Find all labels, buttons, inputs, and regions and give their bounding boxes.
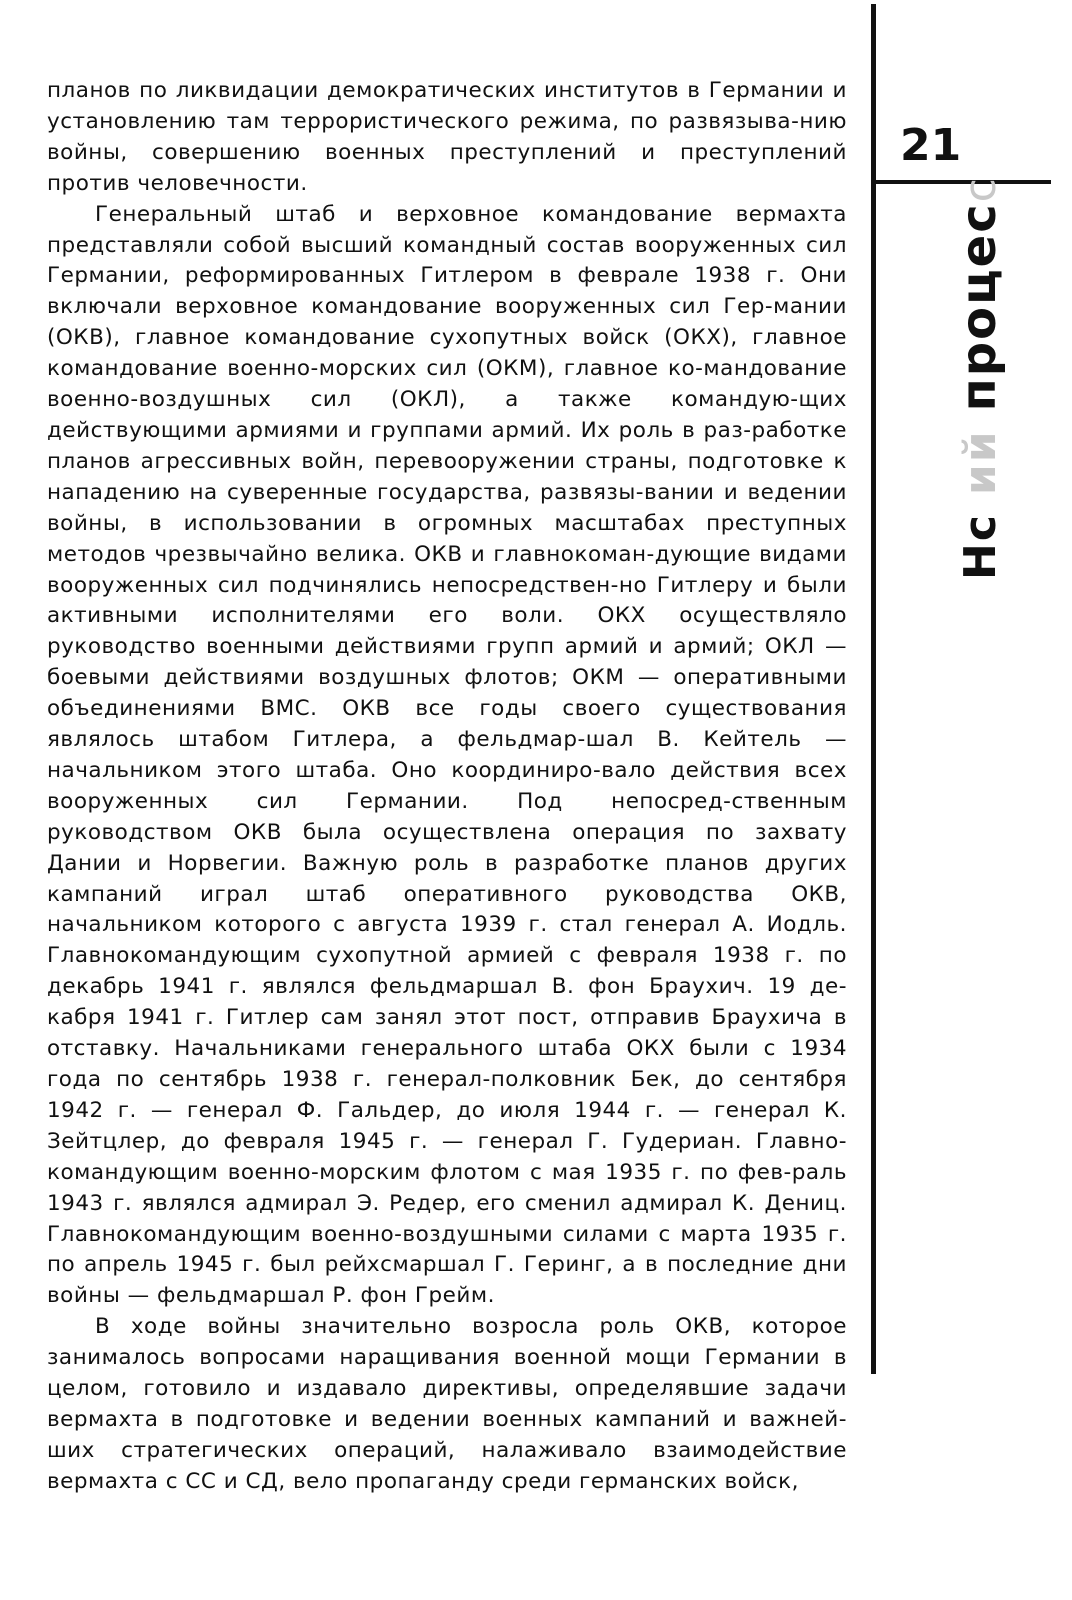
paragraph-2: Генеральный штаб и верховное командование вермахта представляли собой высший командный состав вооруженных сил Германии, реформированных Гитлером в феврале 1938 г. Они включали верховное командование вооруженных сил Гер-мании (ОКВ), главное командование сухопутных войск (ОКХ), главное командование военно-морских сил (ОКМ), главное ко-мандование военно-воздушных сил (ОКЛ), а также командую-щих действующими армиями и группами армий. Их роль в раз-работке планов агрессивных войн, перевооружении страны, подготовке к нападению на суверенные государства, развязы-вании и ведении войны, в использовании в огромных масштабах преступных методов чрезвычайно велика. ОКВ и главнокоман-дующие видами вооруженных сил подчинялись непосредствен-но Гитлеру и были активными исполнителями его воли. ОКХ осуществляло руководство военными действиями групп армий и армий; ОКЛ — боевыми действиями воздушных флотов; ОКМ — оперативными объединениями ВМС. ОКВ все годы своего существования являлось штабом Гитлера, а фельдмар-шал В. Кейтель — начальником этого штаба. Оно координиро-вало действия всех вооруженных сил Германии. Под непосред-ственным руководством ОКВ была осуществлена операция по захвату Дании и Норвегии. Важную роль в разработке планов других кампаний играл штаб оперативного руководства ОКВ, начальником которого с августа 1939 г. стал генерал А. Иодль. Главнокомандующим сухопутной армией с февраля 1938 г. по декабрь 1941 г. являлся фельдмаршал В. фон Браухич. 19 де-кабря 1941 г. Гитлер сам занял этот пост, отправив Браухича в отставку. Начальниками генерального штаба ОКХ были с 1934 года по сентябрь 1938 г. генерал-полковник Бек, до сентября 1942 г. — генерал Ф. Гальдер, до июля 1944 г. — генерал К. Зейтцлер, до февраля 1945 г. — генерал Г. Гудериан. Главно-командующим военно-морским флотом с мая 1935 г. по фев-раль 1943 г. являлся адмирал Э. Редер, его сменил адмирал К. Дениц. Главнокомандующим военно-воздушными силами с марта 1935 г. по апрель 1945 г. был рейхсмаршал Г. Геринг, а в последние дни войны — фельдмаршал Р. фон Грейм. — [47, 201, 847, 1309]
running-head-part-d: с — [955, 176, 1006, 203]
paragraph-1: планов по ликвидации демократических институтов в Германии и установлению там террористического режима, по развязыва-нию войны, совершению военных преступлений и преступлений против человечности. — [47, 78, 847, 196]
paragraph-3: В ходе войны значительно возросла роль ОКВ, которое занималось вопросами наращивания военной мощи Германии в целом, готовило и издавало директивы, определявшие задачи вермахта в подготовке и ведении военных кампаний и важней-ших стратегических операций, налаживало взаимодействие вермахта с СС и СД, вело пропаганду среди германских войск, — [47, 1314, 847, 1494]
margin-vertical-rule — [871, 4, 876, 1374]
running-head-part-a: Нс — [955, 513, 1006, 580]
page-number: 21 — [900, 120, 962, 171]
running-head — [951, 176, 1007, 580]
body-text — [47, 76, 847, 1498]
running-head-part-c: процес — [951, 202, 1007, 412]
running-head-part-b: ий — [955, 429, 1006, 496]
